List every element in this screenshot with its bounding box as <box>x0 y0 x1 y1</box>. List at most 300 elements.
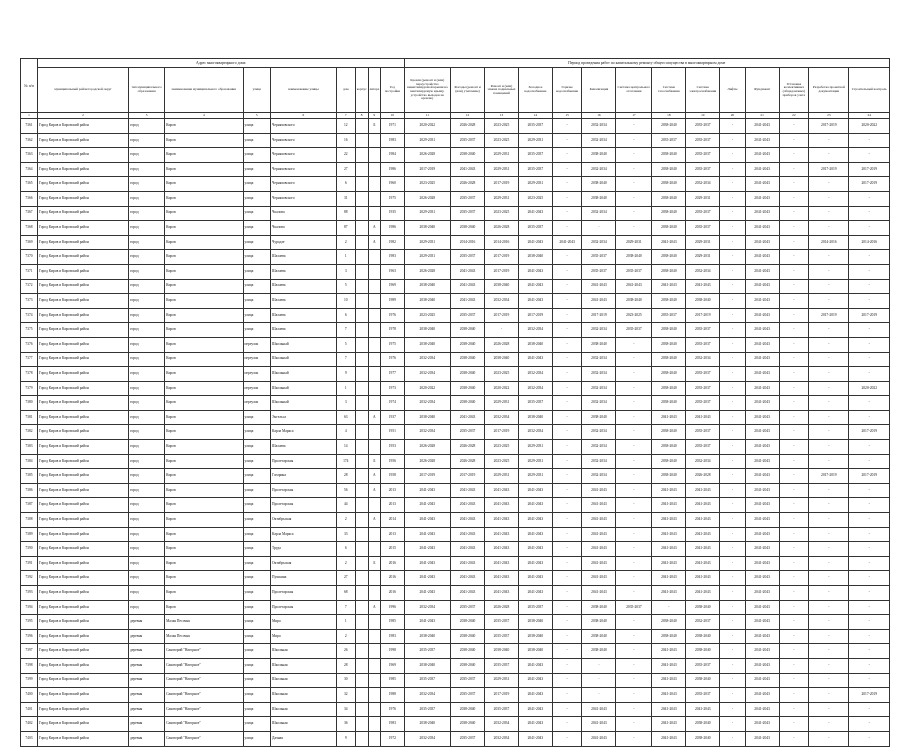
table-cell: улица <box>243 629 271 644</box>
table-cell: Киров <box>165 527 243 542</box>
table-cell: 2035-2037 <box>404 673 451 688</box>
table-cell: Черняховского <box>271 119 337 134</box>
table-cell: Киров <box>165 250 243 265</box>
table-cell: 2017-2019 <box>849 469 890 484</box>
table-cell: Киров <box>165 206 243 221</box>
table-cell: - <box>779 658 809 673</box>
table-cell: 2041-2043 <box>745 235 779 250</box>
table-cell: 2035-2037 <box>686 323 720 338</box>
table-cell: 2038-2040 <box>652 352 686 367</box>
column-number: 11 <box>404 113 451 119</box>
table-cell: 2038-2040 <box>451 702 485 717</box>
table-row <box>21 294 890 309</box>
table-cell: 7367 <box>21 206 38 221</box>
table-cell: город <box>129 498 165 513</box>
table-cell: улица <box>243 571 271 586</box>
table-cell: - <box>849 206 890 221</box>
table-cell: 7388 <box>21 513 38 528</box>
table-row <box>21 658 890 673</box>
table-row <box>21 542 890 557</box>
table-cell <box>355 454 368 469</box>
table-cell <box>355 469 368 484</box>
table-cell: 7394 <box>21 600 38 615</box>
table-cell: Киров <box>165 381 243 396</box>
table-cell: деревня <box>129 629 165 644</box>
table-cell: 2029-2031 <box>518 454 552 469</box>
table-cell: - <box>779 410 809 425</box>
column-number: 16 <box>582 113 616 119</box>
table-cell: 5 <box>336 279 355 294</box>
table-cell: 1937 <box>381 410 404 425</box>
table-cell: 2041-2043 <box>745 148 779 163</box>
table-cell: А <box>368 235 381 250</box>
table-cell: 1972 <box>381 731 404 746</box>
table-cell: улица <box>243 264 271 279</box>
table-cell: 2041-2043 <box>652 673 686 688</box>
table-cell: 2041-2043 <box>404 527 451 542</box>
table-cell: 2032-2034 <box>485 410 519 425</box>
table-cell: Город Киров и Кировский район <box>37 702 128 717</box>
table-cell: переулок <box>243 337 271 352</box>
table-cell: Город Киров и Кировский район <box>37 191 128 206</box>
table-cell: - <box>779 731 809 746</box>
table-cell: 7370 <box>21 250 38 265</box>
col-header-2: муниципальный район/городской округ <box>37 68 128 113</box>
table-cell: Санаторий "Нагорное" <box>165 673 243 688</box>
table-cell <box>368 148 381 163</box>
table-cell: 2041-2043 <box>518 542 552 557</box>
table-cell: 1953 <box>381 440 404 455</box>
table-cell: Киров <box>165 264 243 279</box>
table-row <box>21 191 890 206</box>
table-cell: - <box>616 673 652 688</box>
table-cell: Санаторий "Нагорное" <box>165 731 243 746</box>
table-cell <box>355 119 368 134</box>
table-cell: 2032-2034 <box>582 162 616 177</box>
table-cell: - <box>779 367 809 382</box>
table-cell <box>355 658 368 673</box>
table-cell: 2038-2040 <box>652 177 686 192</box>
table-cell: 7387 <box>21 498 38 513</box>
table-cell: 2035-2037 <box>451 688 485 703</box>
table-cell: Пушкина <box>271 571 337 586</box>
table-cell: - <box>849 294 890 309</box>
table-cell: - <box>616 556 652 571</box>
table-cell: 2023-2025 <box>404 177 451 192</box>
table-cell: - <box>616 206 652 221</box>
table-cell: 2 <box>336 629 355 644</box>
table-cell: 2038-2040 <box>518 337 552 352</box>
table-cell: 2041-2043 <box>404 483 451 498</box>
table-cell: 2041-2043 <box>745 658 779 673</box>
table-cell: - <box>849 410 890 425</box>
table-cell: 2035-2037 <box>686 119 720 134</box>
table-cell: Город Киров и Кировский район <box>37 571 128 586</box>
table-cell <box>355 308 368 323</box>
table-cell: 2041-2043 <box>652 731 686 746</box>
table-cell: 2041-2043 <box>745 191 779 206</box>
table-cell: - <box>720 629 745 644</box>
table-cell: 2 <box>336 235 355 250</box>
table-cell: - <box>849 629 890 644</box>
table-cell <box>355 629 368 644</box>
table-cell <box>368 644 381 659</box>
table-cell: 2041-2043 <box>582 702 616 717</box>
table-cell: 2035-2037 <box>686 133 720 148</box>
col-header-23: Разработка проектной документации <box>809 68 849 113</box>
table-cell: 1988 <box>381 688 404 703</box>
table-cell: 1985 <box>381 615 404 630</box>
table-row <box>21 221 890 236</box>
table-cell: Шалаева <box>271 294 337 309</box>
table-cell: 2041-2043 <box>745 498 779 513</box>
table-cell: Киров <box>165 323 243 338</box>
table-cell: А <box>368 469 381 484</box>
table-cell: 2029-2031 <box>686 235 720 250</box>
table-cell: город <box>129 454 165 469</box>
table-cell: 2041-2043 <box>404 513 451 528</box>
table-cell: 2041-2043 <box>686 527 720 542</box>
table-cell: - <box>849 454 890 469</box>
table-cell: 2035-2037 <box>686 337 720 352</box>
table-cell: 2038-2040 <box>582 337 616 352</box>
table-cell: 2041-2043 <box>652 498 686 513</box>
table-cell: Школьная <box>271 702 337 717</box>
table-cell: 2041-2043 <box>745 177 779 192</box>
table-row <box>21 133 890 148</box>
table-cell: 7364 <box>21 162 38 177</box>
table-cell: - <box>779 615 809 630</box>
col-header-20: Лифты <box>720 68 745 113</box>
table-cell: - <box>809 396 849 411</box>
table-cell: Город Киров и Кировский район <box>37 644 128 659</box>
table-cell: Киров <box>165 177 243 192</box>
table-row <box>21 396 890 411</box>
table-cell: 2041-2043 <box>652 717 686 732</box>
table-cell: - <box>720 440 745 455</box>
table-cell: - <box>809 527 849 542</box>
table-cell <box>355 731 368 746</box>
table-row <box>21 673 890 688</box>
table-cell: 6 <box>336 308 355 323</box>
table-cell: 56 <box>336 483 355 498</box>
table-cell <box>355 148 368 163</box>
table-cell: А <box>368 600 381 615</box>
table-cell <box>368 264 381 279</box>
table-cell: 2041-2043 <box>745 644 779 659</box>
table-cell: 2029-2031 <box>686 191 720 206</box>
column-number: 14 <box>518 113 552 119</box>
table-cell: 2017-2019 <box>404 469 451 484</box>
table-cell: - <box>552 513 582 528</box>
table-cell: 7380 <box>21 396 38 411</box>
table-cell: Город Киров и Кировский район <box>37 148 128 163</box>
table-cell: 2032-2037 <box>686 615 720 630</box>
table-cell: 1983 <box>381 629 404 644</box>
table-cell: - <box>616 688 652 703</box>
table-cell: - <box>779 440 809 455</box>
table-cell: 2035-2037 <box>451 425 485 440</box>
table-cell: 2032-2034 <box>518 425 552 440</box>
table-cell: - <box>616 337 652 352</box>
table-cell: 2023-2025 <box>485 454 519 469</box>
table-cell: 2041-2043 <box>745 264 779 279</box>
table-cell: 2041-2043 <box>745 483 779 498</box>
table-cell: 2017-2019 <box>485 688 519 703</box>
table-row <box>21 688 890 703</box>
table-cell: - <box>552 396 582 411</box>
table-cell: 2032-2034 <box>582 133 616 148</box>
table-cell: - <box>720 600 745 615</box>
table-cell: - <box>779 702 809 717</box>
table-cell: 2029-2031 <box>485 191 519 206</box>
table-cell: - <box>552 440 582 455</box>
table-cell: - <box>552 483 582 498</box>
table-cell: 2041-2043 <box>652 658 686 673</box>
table-cell: 2038-2040 <box>686 673 720 688</box>
table-cell: город <box>129 381 165 396</box>
table-cell: Школьный <box>271 396 337 411</box>
table-cell: 68 <box>336 586 355 601</box>
table-cell: Город Киров и Кировский район <box>37 381 128 396</box>
table-cell: 2026-2028 <box>404 454 451 469</box>
table-cell: 7397 <box>21 644 38 659</box>
table-cell: город <box>129 221 165 236</box>
table-cell: 2032-2034 <box>582 235 616 250</box>
table-cell: Киров <box>165 498 243 513</box>
table-cell: 2041-2043 <box>518 731 552 746</box>
table-cell: 2041-2043 <box>686 483 720 498</box>
table-cell: деревня <box>129 731 165 746</box>
table-cell: 1978 <box>381 323 404 338</box>
table-cell: 2041-2043 <box>451 410 485 425</box>
table-cell: - <box>849 556 890 571</box>
table-cell: - <box>809 483 849 498</box>
table-cell: улица <box>243 731 271 746</box>
table-cell: 2029-2031 <box>485 469 519 484</box>
table-cell: 2023-2025 <box>485 367 519 382</box>
table-cell: 5 <box>336 337 355 352</box>
table-cell: 2041-2043 <box>745 702 779 717</box>
table-cell: - <box>552 586 582 601</box>
table-cell: 2038-2040 <box>652 323 686 338</box>
table-cell: - <box>552 629 582 644</box>
table-cell: 2017-2019 <box>849 688 890 703</box>
table-cell: 2038-2040 <box>652 615 686 630</box>
table-cell: 2038-2040 <box>582 629 616 644</box>
table-row <box>21 425 890 440</box>
table-cell: - <box>582 658 616 673</box>
table-cell: - <box>809 279 849 294</box>
table-cell: - <box>552 264 582 279</box>
table-cell: переулок <box>243 367 271 382</box>
table-cell: 2041-2043 <box>745 425 779 440</box>
table-cell: 2041-2043 <box>745 688 779 703</box>
table-row <box>21 308 890 323</box>
table-cell: 2041-2043 <box>404 498 451 513</box>
table-cell: 2038-2040 <box>451 615 485 630</box>
table-cell: Чкалова <box>271 221 337 236</box>
table-cell <box>355 688 368 703</box>
table-cell: 2014 <box>381 513 404 528</box>
table-cell: 2041-2043 <box>652 688 686 703</box>
table-cell: город <box>129 352 165 367</box>
table-cell: 2041-2043 <box>518 279 552 294</box>
table-cell: Город Киров и Кировский район <box>37 264 128 279</box>
table-cell: - <box>809 702 849 717</box>
table-cell: - <box>552 673 582 688</box>
table-cell: улица <box>243 206 271 221</box>
table-cell: - <box>720 381 745 396</box>
table-cell: 2023-2025 <box>404 308 451 323</box>
table-cell: - <box>849 717 890 732</box>
table-row <box>21 586 890 601</box>
table-cell: 2041-2043 <box>652 410 686 425</box>
table-cell: Город Киров и Кировский район <box>37 279 128 294</box>
table-cell: 2038-2040 <box>404 717 451 732</box>
table-cell <box>355 440 368 455</box>
table-cell: - <box>552 688 582 703</box>
table-cell: 7391 <box>21 556 38 571</box>
table-cell: 2032-2034 <box>582 425 616 440</box>
table-cell: - <box>616 177 652 192</box>
table-cell: - <box>616 410 652 425</box>
table-cell: Черняховского <box>271 133 337 148</box>
table-cell: улица <box>243 440 271 455</box>
table-cell: 2038-2040 <box>652 206 686 221</box>
col-header-17: Система центрального отопления <box>616 68 652 113</box>
table-cell: город <box>129 294 165 309</box>
table-cell: 2041-2043 <box>745 731 779 746</box>
table-cell: 2032-2034 <box>686 177 720 192</box>
table-cell: улица <box>243 658 271 673</box>
table-cell: - <box>779 396 809 411</box>
table-cell: 1956 <box>381 454 404 469</box>
table-cell: - <box>616 469 652 484</box>
table-cell: 2026-2028 <box>404 191 451 206</box>
table-cell: - <box>552 527 582 542</box>
table-cell: - <box>720 177 745 192</box>
table-row <box>21 148 890 163</box>
table-cell: 2017-2019 <box>451 469 485 484</box>
table-cell: - <box>809 337 849 352</box>
table-cell: 2041-2043 <box>451 279 485 294</box>
table-row <box>21 571 890 586</box>
table-cell: Киров <box>165 542 243 557</box>
address-group-header: Адрес многоквартирного дома <box>37 59 404 68</box>
table-cell: 2035-2037 <box>451 191 485 206</box>
table-cell: 2038-2040 <box>652 469 686 484</box>
table-cell: 2026-2028 <box>485 221 519 236</box>
table-cell: 2017-2019 <box>485 264 519 279</box>
table-cell: - <box>616 717 652 732</box>
table-cell: - <box>720 688 745 703</box>
table-cell: Город Киров и Кировский район <box>37 542 128 557</box>
table-cell: 1983 <box>381 250 404 265</box>
table-cell: 2035-2037 <box>582 264 616 279</box>
table-cell: 2023-2025 <box>518 191 552 206</box>
table-cell: 22 <box>336 148 355 163</box>
table-cell: 2016 <box>381 556 404 571</box>
table-cell: Киров <box>165 440 243 455</box>
table-cell: 30 <box>336 673 355 688</box>
table-cell: - <box>552 556 582 571</box>
table-cell: Черняховского <box>271 177 337 192</box>
table-cell: Санаторий "Нагорное" <box>165 688 243 703</box>
table-cell <box>368 308 381 323</box>
table-cell: 2038-2040 <box>652 396 686 411</box>
table-cell: город <box>129 410 165 425</box>
table-cell <box>355 644 368 659</box>
table-cell: - <box>779 644 809 659</box>
table-cell: 2041-2043 <box>686 498 720 513</box>
table-cell: Школьная <box>271 658 337 673</box>
table-cell: 2017-2019 <box>582 308 616 323</box>
table-cell: 2020-2022 <box>404 381 451 396</box>
col-header-16: Канализация <box>582 68 616 113</box>
table-cell: - <box>849 323 890 338</box>
table-cell <box>355 279 368 294</box>
table-cell: улица <box>243 133 271 148</box>
table-cell: - <box>720 367 745 382</box>
table-cell: Киров <box>165 133 243 148</box>
table-cell: Киров <box>165 352 243 367</box>
table-cell: 2038-2040 <box>652 119 686 134</box>
table-cell: - <box>720 673 745 688</box>
table-cell: 2017-2019 <box>849 177 890 192</box>
column-number: 18 <box>652 113 686 119</box>
table-cell: 2035-2037 <box>485 702 519 717</box>
table-cell: 2041-2043 <box>518 483 552 498</box>
table-cell: 174 <box>336 454 355 469</box>
table-cell: 2041-2043 <box>582 483 616 498</box>
table-cell: город <box>129 250 165 265</box>
table-cell: улица <box>243 542 271 557</box>
table-cell: 1 <box>336 381 355 396</box>
table-cell: Город Киров и Кировский район <box>37 294 128 309</box>
table-cell: - <box>849 148 890 163</box>
table-cell: 1976 <box>381 352 404 367</box>
table-cell <box>368 162 381 177</box>
table-cell: Город Киров и Кировский район <box>37 469 128 484</box>
table-cell: - <box>720 264 745 279</box>
table-cell: - <box>720 323 745 338</box>
table-cell: 1960 <box>381 177 404 192</box>
table-cell: 2035-2037 <box>451 250 485 265</box>
table-cell: 2041-2043 <box>652 279 686 294</box>
table-cell: 2032-2034 <box>582 367 616 382</box>
col-header-21: Фундамент <box>745 68 779 113</box>
table-cell: 2041-2043 <box>518 235 552 250</box>
table-cell: Карла Маркса <box>271 527 337 542</box>
table-cell: - <box>552 571 582 586</box>
table-cell: - <box>720 221 745 236</box>
table-cell: 2038-2040 <box>582 191 616 206</box>
table-cell: деревня <box>129 644 165 659</box>
table-cell: улица <box>243 177 271 192</box>
table-cell: 2015 <box>381 542 404 557</box>
table-cell: - <box>779 469 809 484</box>
table-cell: - <box>552 454 582 469</box>
table-cell: 1951 <box>381 425 404 440</box>
table-cell: - <box>779 454 809 469</box>
table-cell: город <box>129 425 165 440</box>
table-cell: 1963 <box>381 264 404 279</box>
table-cell: 7382 <box>21 425 38 440</box>
table-cell: Шалаева <box>271 279 337 294</box>
table-cell: 2035-2037 <box>451 308 485 323</box>
table-cell <box>355 586 368 601</box>
